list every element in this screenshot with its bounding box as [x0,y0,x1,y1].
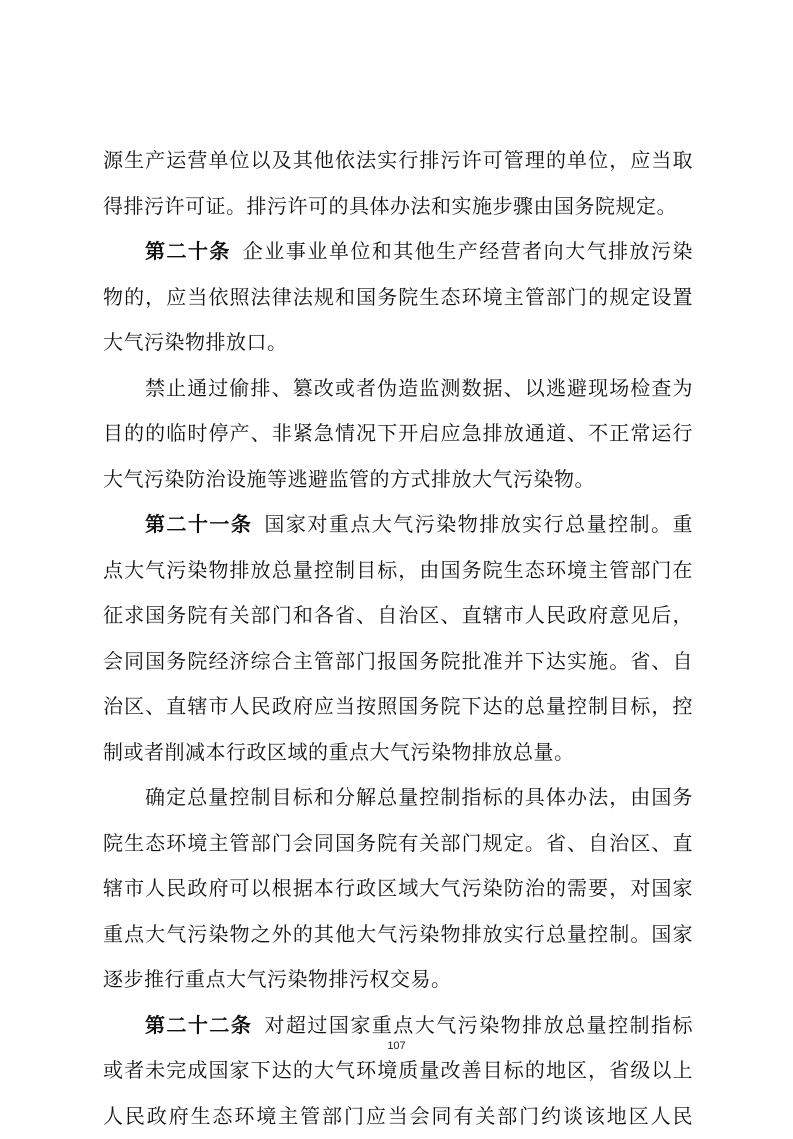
text-line: 目的的临时停产、非紧急情况下开启应急排放通道、不正常运行 [103,411,693,457]
article-first-line [103,502,693,548]
article-20 [103,229,693,366]
page-number: 107 [0,1040,793,1052]
text-line: 大气污染物排放口。 [103,320,693,366]
text-line: 源生产运营单位以及其他依法实行排污许可管理的单位，应当取 [103,138,693,184]
text-line: 重点大气污染物之外的其他大气污染物排放实行总量控制。国家 [103,912,693,958]
article-heading: 第二十二条 [145,1013,252,1037]
article-22 [103,1003,693,1139]
text-line: 逐步推行重点大气污染物排污权交易。 [103,957,693,1003]
paragraph-quota-methods [103,775,693,1003]
text-line: 确定总量控制目标和分解总量控制指标的具体办法，由国务 [103,775,693,821]
text-line: 点大气污染物排放总量控制目标，由国务院生态环境主管部门在 [103,548,693,594]
article-heading: 第二十条 [145,239,231,263]
text-span: 对超过国家重点大气污染物排放总量控制指标 [264,1013,693,1037]
text-line: 院生态环境主管部门会同国务院有关部门规定。省、自治区、直 [103,821,693,867]
article-21 [103,502,693,775]
text-line: 征求国务院有关部门和各省、自治区、直辖市人民政府意见后， [103,593,693,639]
text-line: 大气污染防治设施等逃避监管的方式排放大气污染物。 [103,457,693,503]
paragraph-continuation [103,138,693,229]
article-first-line [103,229,693,275]
article-heading: 第二十一条 [145,512,252,536]
text-line: 得排污许可证。排污许可的具体办法和实施步骤由国务院规定。 [103,184,693,230]
text-line: 或者未完成国家下达的大气环境质量改善目标的地区，省级以上 [103,1048,693,1094]
text-span: 国家对重点大气污染物排放实行总量控制。重 [264,512,693,536]
text-line: 会同国务院经济综合主管部门报国务院批准并下达实施。省、自 [103,639,693,685]
document-body [103,138,693,1139]
text-line: 禁止通过偷排、篡改或者伪造监测数据、以逃避现场检查为 [103,366,693,412]
text-line: 辖市人民政府可以根据本行政区域大气污染防治的需要，对国家 [103,866,693,912]
text-line: 治区、直辖市人民政府应当按照国务院下达的总量控制目标，控 [103,684,693,730]
text-line: 人民政府生态环境主管部门应当会同有关部门约谈该地区人民 [103,1094,693,1139]
text-line: 物的，应当依照法律法规和国务院生态环境主管部门的规定设置 [103,275,693,321]
text-line: 制或者削减本行政区域的重点大气污染物排放总量。 [103,730,693,776]
paragraph-prohibition [103,366,693,503]
text-span: 企业事业单位和其他生产经营者向大气排放污染 [243,239,693,263]
